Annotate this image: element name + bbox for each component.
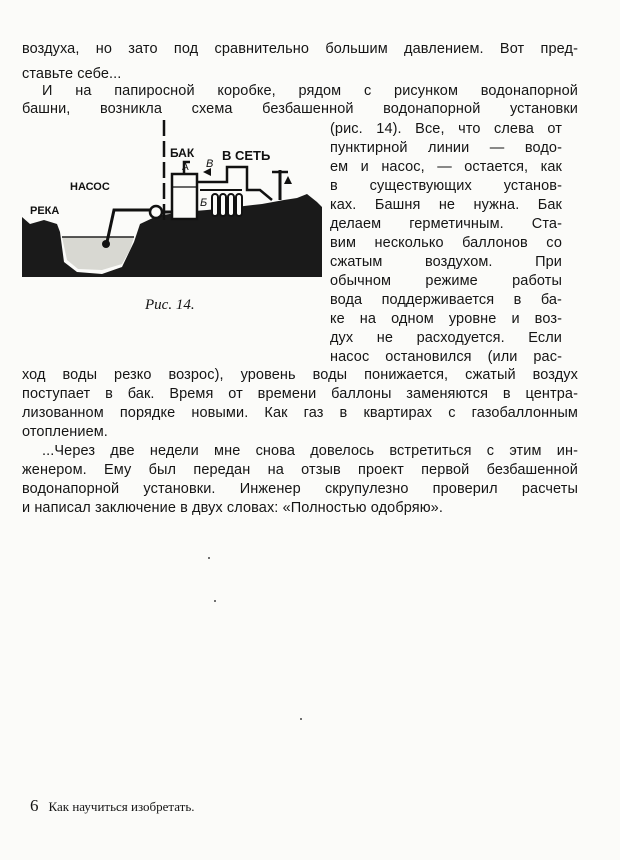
text-line: башни, возникла схема безбашенной водонапорной установки xyxy=(22,101,578,117)
text-line: водонапорной установки. Инженер скрупулезно проверил расчеты xyxy=(22,481,578,497)
text-line: И на папиросной коробке, рядом с рисунком водонапорной xyxy=(42,83,578,99)
text-line: делаем герметичным. Ста- xyxy=(330,216,562,232)
page-footer xyxy=(30,796,195,816)
text-line: воздуха, но зато под сравнительно большим давлением. Вот пред- xyxy=(22,41,578,57)
text-line: в существующих установ- xyxy=(330,178,562,194)
figure-14-diagram xyxy=(22,112,322,287)
text-line: дух не расходуется. Если xyxy=(330,330,562,346)
label-v: В xyxy=(206,158,214,170)
label-a: А xyxy=(182,162,189,173)
label-pump: НАСОС xyxy=(70,181,110,193)
text-line: поступает в бак. Время от времени баллоны заменяются в центра- xyxy=(22,386,578,402)
text-line: насос остановился (или рас- xyxy=(330,349,562,365)
label-tank: БАК xyxy=(170,146,195,160)
print-speck xyxy=(208,557,210,559)
tank xyxy=(172,174,197,219)
text-line: пунктирной линии — водо- xyxy=(330,140,562,156)
label-river: РЕКА xyxy=(30,205,60,217)
text-line: вода поддерживается в ба- xyxy=(330,292,562,308)
text-line: отоплением. xyxy=(22,424,108,440)
text-line: ке на одном уровне и воз- xyxy=(330,311,562,327)
text-line: ...Через две недели мне снова довелось встретиться с этим ин- xyxy=(42,443,578,459)
text-line: (рис. 14). Все, что слева от xyxy=(330,121,562,137)
label-b: Б xyxy=(200,197,208,209)
text-line: лизованном порядке новыми. Как газ в квартирах с газобаллонным xyxy=(22,405,578,421)
gas-balloons xyxy=(212,194,242,216)
text-line: ем и насос, — остается, как xyxy=(330,159,562,175)
pump-wheel xyxy=(150,206,162,218)
running-title: Как научиться изобретать. xyxy=(48,799,195,814)
print-speck xyxy=(300,718,302,720)
text-line: женером. Ему был передан на отзыв проект первой безбашенной xyxy=(22,462,578,478)
text-line: ках. Башня не нужна. Бак xyxy=(330,197,562,213)
intake-strainer xyxy=(102,240,110,248)
text-line: и написал заключение в двух словах: «Полностью одобряю». xyxy=(22,500,443,516)
page-number: 6 xyxy=(30,796,39,815)
text-line: сжатым воздухом. При xyxy=(330,254,562,270)
label-network: В СЕТЬ xyxy=(222,148,271,163)
print-speck xyxy=(214,600,216,602)
text-line: вим несколько баллонов со xyxy=(330,235,562,251)
text-line: ставьте себе... xyxy=(22,66,122,82)
text-line: обычном режиме работы xyxy=(330,273,562,289)
text-line: ход воды резко возрос), уровень воды понижается, сжатый воздух xyxy=(22,367,578,383)
figure-caption: Рис. 14. xyxy=(145,297,195,313)
